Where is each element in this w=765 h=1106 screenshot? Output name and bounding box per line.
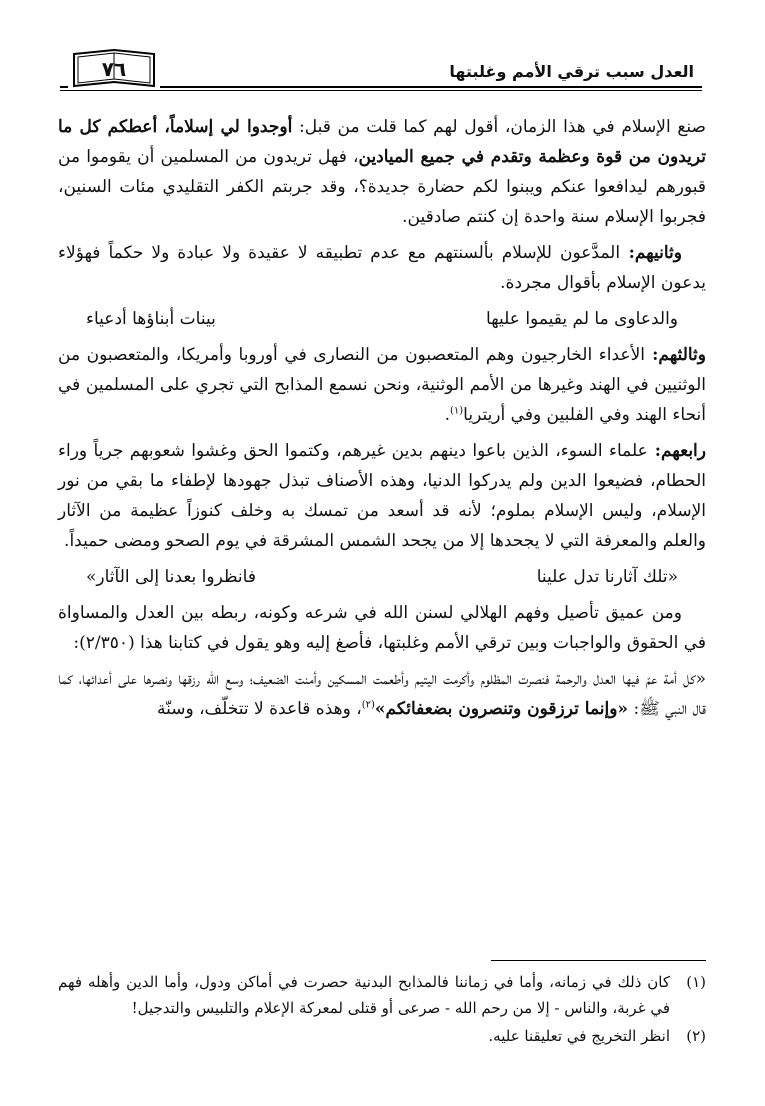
text-run: ، وهذه قاعدة لا تتخلّف، وسنّة bbox=[156, 699, 362, 719]
page-number-ornament bbox=[68, 48, 160, 90]
paragraph-lead: رابعهم: bbox=[647, 441, 706, 461]
page-number: ٧٦ bbox=[101, 57, 127, 81]
bold-quote: أوجدوا لي إسلاماً، أعطكم كل ما تريدون من قوة وعظمة وتقدم في جميع الميادين bbox=[58, 117, 707, 167]
verse-hemistich-left: فانظروا بعدنا إلى الآثار» bbox=[86, 567, 256, 587]
poetry-verse bbox=[86, 562, 678, 592]
verse-hemistich-right: والدعاوى ما لم يقيموا عليها bbox=[486, 309, 678, 329]
poetry-verse bbox=[86, 304, 678, 334]
footnote bbox=[58, 1023, 706, 1049]
text-run: المدَّعون للإسلام بألسنتهم مع عدم تطبيقه لا عقيدة ولا عبادة ولا حكماً فهؤلاء يدعون الإسلام بأقوال مجردة. bbox=[58, 243, 706, 293]
text-run: . bbox=[444, 405, 450, 425]
footnote-text: كان ذلك في زمانه، وأما في زماننا فالمذابح البدنية حصرت في أماكن ودول، وأما الدين وأهله فهم في غربة، والناس - إلا من رحم الله - صرعى أو قتلى لمعركة الإعلام والتلبيس والتدجيل! bbox=[58, 973, 670, 1017]
text-run: «كل أمة عمّ فيها العدل والرحمة فنصرت المظلوم وأكرمت اليتيم وأطعمت المسكين وأمنت الضعيف؛ وسع الله رزقها ونصرها على أعدائها، كما قال النبي ﷺ: bbox=[58, 669, 706, 719]
text-run: الأعداء الخارجيون وهم المتعصبون من النصارى في أوروبا وأمريكا، والمتعصبون من الوثنيين في الهند وغيرها من الأمم الوثنية، ونحن نسمع المذابح التي تجري على المسلمين في أنحاء الهند وفي الفلبين وفي أريتريا bbox=[58, 345, 706, 425]
text-run: صنع الإسلام في هذا الزمان، أقول لهم كما قلت من قبل: bbox=[292, 117, 706, 137]
page-header bbox=[60, 48, 702, 92]
running-title: العدل سبب ترقي الأمم وغلبتها bbox=[449, 62, 694, 81]
footnotes bbox=[58, 960, 706, 1051]
footnote-text: انظر التخريج في تعليقنا عليه. bbox=[488, 1027, 670, 1045]
hadith-quote: «وإنما ترزقون وتنصرون بضعفائكم» bbox=[374, 699, 629, 719]
paragraph bbox=[58, 238, 706, 298]
paragraph-lead: وثالثهم: bbox=[645, 345, 706, 365]
footnote-number: (٢) bbox=[686, 1027, 706, 1045]
paragraph bbox=[58, 436, 706, 556]
footnote bbox=[58, 969, 706, 1021]
header-rule-thin bbox=[60, 90, 702, 91]
paragraph bbox=[58, 664, 706, 724]
paragraph bbox=[58, 340, 706, 430]
footnote-ref: (٢) bbox=[361, 699, 375, 711]
paragraph-lead: وثانيهم: bbox=[620, 243, 683, 263]
paragraph bbox=[58, 112, 706, 232]
verse-hemistich-right: «تلك آثارنا تدل علينا bbox=[536, 567, 678, 587]
main-text bbox=[58, 112, 706, 730]
verse-hemistich-left: بينات أبناؤها أدعياء bbox=[86, 309, 216, 329]
text-run: ، فهل تريدون من المسلمين أن يقوموا من قبورهم ليدافعوا عنكم ويبنوا لكم حضارة جديدة؟، وقد جربتم الكفر التقليدي مئات السنين، فجربوا الإسلام سنة واحدة إن كنتم صادقين. bbox=[58, 147, 706, 227]
footnote-ref: (١) bbox=[449, 405, 464, 417]
footnote-rule bbox=[491, 960, 706, 961]
paragraph: ومن عميق تأصيل وفهم الهلالي لسنن الله في شرعه وكونه، ربطه بين العدل والمساواة في الحقوق والواجبات وبين ترقي الأمم وغلبتها، فأصغ إليه وهو يقول في كتابنا هذا (٢/٣٥٠): bbox=[58, 603, 706, 653]
footnote-number: (١) bbox=[686, 973, 706, 991]
text-run: علماء السوء، الذين باعوا دينهم بدين غيرهم، وكتموا الحق وغشوا شعوبهم جرياً وراء الحطام، فضيعوا الدين ولم يدركوا الدنيا، وهذه الأصناف تبذل جهودها لإطفاء ما بقي من نور الإسلام، وليس الإسلام بملوم؛ لأنه قد أسعد من تمسك به وخلف كنوزاً عظيمة من الآثار والعلم والمعرفة التي لا يجحدها إلا من يجحد الشمس المشرقة في يوم الصحو ومضى حميداً. bbox=[58, 441, 706, 551]
